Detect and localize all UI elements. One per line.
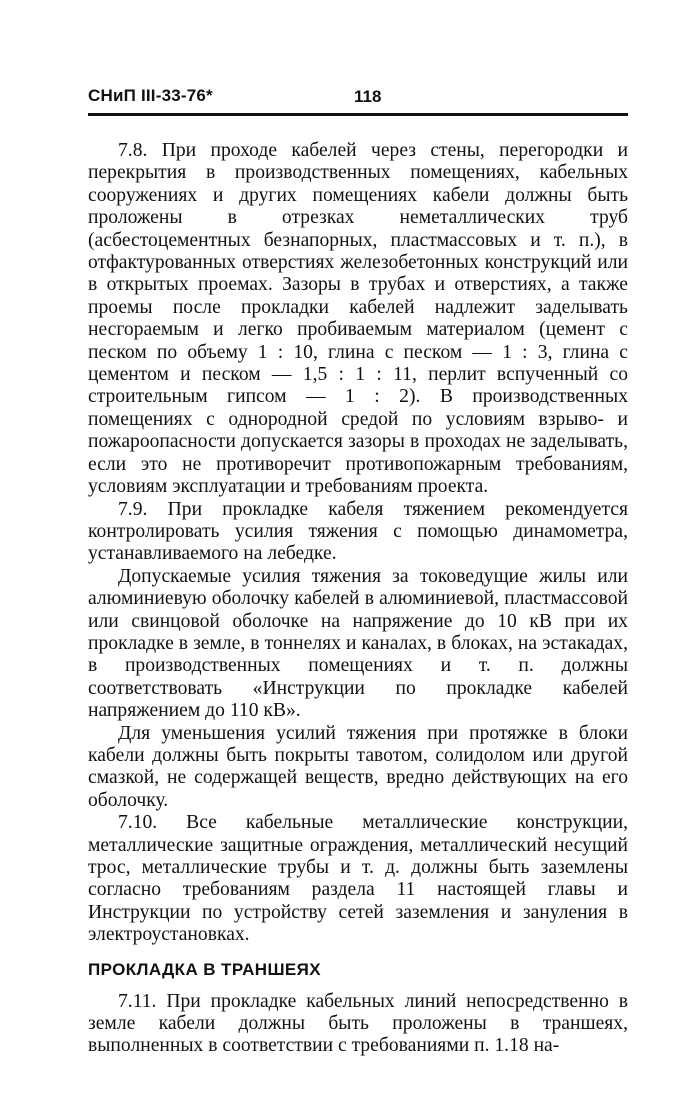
paragraph-7-9: 7.9. При прокладке кабеля тяжением рекомендуется контролировать усилия тяжения с помощью динамометра, устанавливаемого на лебедке. xyxy=(88,498,628,565)
paragraph-7-10: 7.10. Все кабельные металлические конструкции, металлические защитные ограждения, металлический несущий трос, металлические трубы и т. д. должны быть заземлены согласно требованиям раздела 11 настоящей главы и Инструкции по устройству сетей заземления и зануления в электроустановках. xyxy=(88,812,628,946)
paragraph-7-8: 7.8. При проходе кабелей через стены, перегородки и перекрытия в производственных помещениях, кабельных сооружениях и других помещениях кабели должны быть проложены в отрезках неметаллических труб (асбестоцементных безнапорных, пластмассовых и т. п.), в отфактурованных отверстиях железобетонных конструкций или в открытых проемах. Зазоры в трубах и отверстиях, а также проемы после прокладки кабелей надлежит заделывать несгораемым и легко пробиваемым материалом (цемент с песком по объему 1 : 10, глина с песком — 1 : 3, глина с цементом и песком — 1,5 : 1 : 11, перлит вспученный со строительным гипсом — 1 : 2). В производственных помещениях с однородной средой по условиям взрыво- и пожароопасности допускается зазоры в проходах не заделывать, если это не противоречит противопожарным требованиям, условиям эксплуатации и требованиям проекта. xyxy=(88,140,628,498)
paragraph-lubrication: Для уменьшения усилий тяжения при протяжке в блоки кабели должны быть покрыты тавотом, солидолом или другой смазкой, не содержащей веществ, вредно действующих на его оболочку. xyxy=(88,722,628,811)
document-code: СНиП III-33-76* xyxy=(88,86,213,105)
running-header xyxy=(88,86,628,116)
body-text xyxy=(88,140,628,1058)
header-rule xyxy=(88,113,628,116)
page-number: 118 xyxy=(354,87,382,106)
paragraph-pulling-forces: Допускаемые усилия тяжения за токоведущие жилы или алюминиевую оболочку кабелей в алюминиевой, пластмассовой или свинцовой оболочке на напряжение до 10 кВ при их прокладке в земле, в тоннелях и каналах, в блоках, на эстакадах, в производственных помещениях и т. п. должны соответствовать «Инструкции по прокладке кабелей напряжением до 110 кВ». xyxy=(88,565,628,722)
paragraph-7-11: 7.11. При прокладке кабельных линий непосредственно в земле кабели должны быть проложены в траншеях, выполненных в соответствии с требованиями п. 1.18 на- xyxy=(88,990,628,1057)
section-heading: ПРОКЛАДКА В ТРАНШЕЯХ xyxy=(88,959,322,979)
